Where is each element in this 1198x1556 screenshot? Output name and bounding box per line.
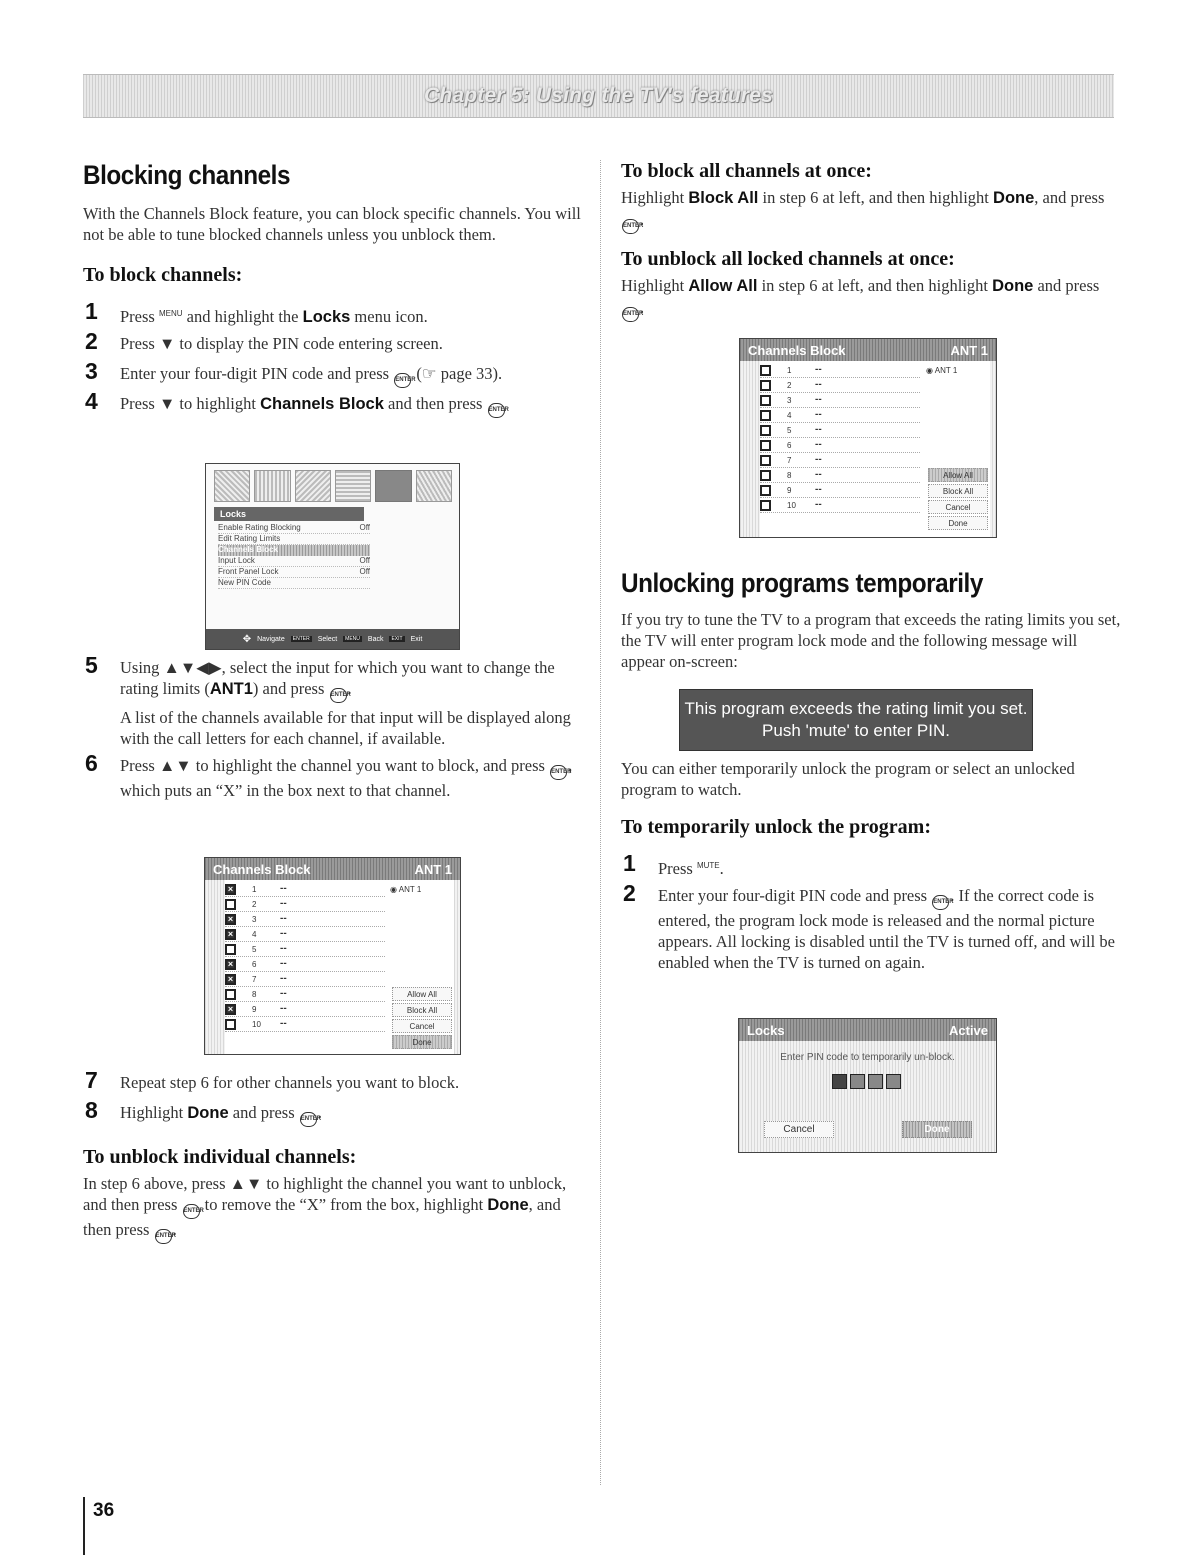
menu-item-value: Off [359,523,370,532]
enter-icon: ENTER [183,1204,200,1219]
call-letters: -- [815,379,822,390]
block-checkbox[interactable] [225,1019,236,1030]
channels-block-screen-1 [204,857,461,1055]
unblock-all-paragraph: Highlight Allow All in step 6 at left, and then highlight Done and press ENTER. [621,275,1121,322]
channels-block-screen-2 [739,338,997,538]
block-all-button[interactable]: Block All [928,484,988,498]
locks-menu-list [218,523,370,589]
step-text: . If the correct code is entered, the program lock mode is released and the normal picture appears. All locking is disabled until the TV is turned off, and will be enabled when the TV is turned on again. [658,886,1115,972]
channel-number: 2 [787,381,792,390]
nav-label: Select [317,635,338,643]
call-letters: -- [815,394,822,405]
step-3 [83,358,583,393]
chapter-title: Chapter 5: Using the TV's features [423,84,774,107]
call-letters: -- [280,1018,287,1029]
screen-title: Channels Block [213,861,311,877]
allow-all-button[interactable]: Allow All [928,468,988,482]
screen-title: Locks [747,1022,785,1038]
step-text: Using ▲▼◀▶, select the input for which you want to change the rating limits ( [120,658,555,698]
temp-unlock-section [621,758,1121,973]
channel-number: 10 [787,501,796,510]
steps-list-3 [83,1067,583,1244]
step-1 [83,298,583,333]
channel-row[interactable] [225,987,385,1002]
block-checkbox[interactable]: × [225,929,236,940]
message-line-1: This program exceeds the rating limit you set. [684,699,1028,718]
call-letters: -- [280,1003,287,1014]
call-letters: -- [280,988,287,999]
channel-row[interactable] [760,408,920,423]
channel-row[interactable] [225,912,385,927]
channel-number: 7 [252,975,257,984]
channel-row[interactable] [760,483,920,498]
channel-number: 5 [787,426,792,435]
block-checkbox[interactable] [760,380,771,391]
para-text: Highlight [621,276,689,295]
call-letters: -- [280,943,287,954]
block-checkbox[interactable] [760,425,771,436]
channel-row[interactable] [225,882,385,897]
call-letters: -- [815,409,822,420]
menu-item-new-pin[interactable] [218,578,370,589]
menu-item-label: Channels Block [218,545,279,554]
call-letters: -- [815,439,822,450]
channel-number: 8 [252,990,257,999]
enter-icon: ENTER [155,1229,172,1244]
step-text: ) and press [252,679,329,698]
ui-term: Done [187,1104,229,1122]
pin-entry-screen [738,1018,997,1153]
channel-row[interactable] [760,468,920,483]
right-column [621,160,1121,322]
enter-icon: ENTER [622,307,639,322]
ui-term: Done [992,277,1034,295]
step-4 [83,388,583,423]
heading-unblock-all: To unblock all locked channels at once: [621,248,955,270]
channel-number: 5 [252,945,257,954]
para-text: in step 6 at left, and then highlight [758,188,994,207]
channel-row[interactable] [760,423,920,438]
applications-menu-icon[interactable] [416,470,452,502]
para-text: , and press [1034,188,1105,207]
enter-icon: ENTER [622,219,639,234]
screen-title: Channels Block [748,342,846,358]
temp-steps [621,850,1121,973]
channel-number: 1 [787,366,792,375]
enter-icon: ENTER [394,373,411,388]
picture-menu-icon[interactable] [214,470,250,502]
intro-paragraph: With the Channels Block feature, you can block specific channels. You will not be able to tune blocked channels unless you unblock them. [83,204,581,244]
call-letters: -- [815,469,822,480]
step-2 [83,328,583,363]
exit-key-icon: EXIT [391,636,403,642]
enter-key-icon: ENTER [292,636,310,642]
steps-list-1 [83,298,583,423]
unlocking-intro: If you try to tune the TV to a program that exceeds the rating limits you set, the TV will enter program lock mode and the following message will appear on-screen: [621,610,1121,671]
block-checkbox[interactable] [760,440,771,451]
menu-key-icon: MENU [158,309,183,318]
input-label: ANT 1 [414,861,452,877]
block-checkbox[interactable] [760,455,771,466]
menu-item-label: Input Lock [218,556,255,565]
heading-block-channels: To block channels: [83,264,243,286]
channel-row[interactable] [225,927,385,942]
mute-key-icon: MUTE [696,861,720,870]
channel-row[interactable] [225,972,385,987]
menu-nav-bar [206,629,459,649]
step-number: 4 [85,388,98,414]
para-text: to remove the “X” from the box, highlight [200,1195,488,1214]
block-checkbox[interactable]: × [225,974,236,985]
done-button[interactable]: Done [902,1121,972,1138]
block-checkbox[interactable]: × [225,884,236,895]
block-checkbox[interactable] [225,944,236,955]
channel-number: 9 [252,1005,257,1014]
enter-icon: ENTER [300,1112,317,1127]
step-number: 1 [623,850,636,876]
message-line-2: Push 'mute' to enter PIN. [762,721,950,740]
channel-number: 2 [252,900,257,909]
menu-item-label: Enable Rating Blocking [218,523,301,532]
channel-row[interactable] [760,393,920,408]
locks-menu-title: Locks [214,507,364,521]
channel-row[interactable] [225,942,385,957]
channel-number: 4 [787,411,792,420]
para-text: in step 6 at left, and then highlight [757,276,993,295]
step-number: 2 [85,328,98,354]
cancel-button[interactable]: Cancel [764,1121,834,1138]
ui-term: Done [487,1196,529,1214]
preferences-menu-icon[interactable] [335,470,371,502]
step-number: 2 [623,880,636,906]
unlocking-section [621,568,1121,672]
channel-number: 4 [252,930,257,939]
program-lock-message [679,689,1033,751]
step-text: Press ▼ to display the PIN code entering screen. [120,334,443,353]
step-6 [83,750,583,801]
input-label: ANT 1 [950,342,988,358]
channel-number: 8 [787,471,792,480]
done-button[interactable]: Done [392,1035,452,1049]
block-checkbox[interactable]: × [225,914,236,925]
block-all-button[interactable]: Block All [392,1003,452,1017]
channel-row[interactable] [760,453,920,468]
locks-menu-screen [205,463,460,650]
block-checkbox[interactable] [760,410,771,421]
block-checkbox[interactable] [760,365,771,376]
enter-icon: ENTER [488,403,505,418]
menu-item-value: Off [359,556,370,565]
channel-row[interactable] [225,1017,385,1032]
nav-label: Navigate [257,635,285,643]
block-checkbox[interactable] [760,500,771,511]
step-text: Press ▼ to highlight [120,394,261,413]
section-title-unlocking: Unlocking programs temporarily [621,568,983,598]
footer-rule [83,1497,85,1555]
cancel-button[interactable]: Cancel [928,500,988,514]
channel-number: 3 [252,915,257,924]
channel-number: 9 [787,486,792,495]
step-number: 3 [85,358,98,384]
heading-block-all: To block all channels at once: [621,160,872,182]
channel-row[interactable] [760,438,920,453]
block-checkbox[interactable] [760,485,771,496]
menu-item-label: New PIN Code [218,578,271,587]
block-checkbox[interactable] [225,989,236,1000]
block-checkbox[interactable]: × [225,1004,236,1015]
nav-label: Exit [410,635,423,643]
menu-item-channels-block[interactable] [218,545,370,556]
enter-icon: ENTER [550,765,567,780]
step-number: 8 [85,1097,98,1123]
chapter-banner [83,74,1114,118]
step-text: Enter your four-digit PIN code and press [658,886,932,905]
step-text: and highlight the [182,307,303,326]
para-text: In step 6 above, press ▲▼ to highlight the channel you want to unblock, and then press [83,1174,567,1214]
channel-number: 7 [787,456,792,465]
channel-number: 6 [787,441,792,450]
steps-list-2 [83,652,583,801]
step-7 [83,1067,583,1102]
step-text: Enter your four-digit PIN code and press [120,364,394,383]
pin-digit-field[interactable] [832,1074,847,1089]
menu-item-input-lock[interactable] [218,556,370,567]
temp-step-1: 1 Press $^{MUTE}$. [623,850,724,878]
block-checkbox[interactable] [225,899,236,910]
ui-term: Allow All [688,277,758,295]
pin-digit-field[interactable] [886,1074,901,1089]
step-8: 8 Highlight Done and press ENTER. [83,1102,583,1132]
pin-digit-field[interactable] [850,1074,865,1089]
menu-item-enable-rating[interactable] [218,523,370,534]
left-column [83,160,583,423]
menu-key-icon: MENU [345,636,360,642]
pin-digit-fields [832,1074,901,1089]
column-divider [600,160,601,1485]
channel-row[interactable] [225,957,385,972]
audio-menu-icon[interactable] [254,470,290,502]
heading-temp-unlock: To temporarily unlock the program: [621,816,931,838]
menu-item-value: Off [359,567,370,576]
step-text: Press [658,859,697,878]
ant1-radio[interactable]: ◉ ANT 1 [390,885,422,894]
setup-menu-icon[interactable] [295,470,331,502]
channel-number: 10 [252,1020,261,1029]
pin-digit-field[interactable] [868,1074,883,1089]
step-subtext: A list of the channels available for that input will be displayed along with the call letters for each channel, if available. [120,708,571,748]
para-text: , and then press [83,1195,561,1239]
channels-block-titlebar [740,339,996,361]
block-checkbox[interactable]: × [225,959,236,970]
channel-number: 1 [252,885,257,894]
enter-icon: ENTER [932,895,949,910]
call-letters: -- [815,499,822,510]
channel-row[interactable] [760,498,920,513]
step-number: 7 [85,1067,98,1093]
pin-prompt: Enter PIN code to temporarily un-block. [780,1052,955,1063]
step-text: Press ▲▼ to highlight the channel you want to block, and press [120,756,550,775]
call-letters: -- [815,424,822,435]
step-number: 6 [85,750,98,776]
channel-number: 6 [252,960,257,969]
channel-row[interactable] [760,378,920,393]
nav-label: Back [367,635,384,643]
ui-term: Done [993,189,1035,207]
allow-all-button[interactable]: Allow All [392,987,452,1001]
menu-item-front-panel-lock[interactable] [218,567,370,578]
call-letters: -- [280,958,287,969]
block-all-paragraph: Highlight Block All in step 6 at left, and then highlight Done, and press ENTER. [621,187,1121,234]
ant1-radio[interactable]: ◉ ANT 1 [926,366,958,375]
channel-row[interactable] [225,1002,385,1017]
block-checkbox[interactable] [760,470,771,481]
locks-menu-icon[interactable] [375,470,411,502]
call-letters: -- [280,928,287,939]
para-text: and press [1033,276,1100,295]
menu-item-label: Front Panel Lock [218,567,279,576]
step-5: 5 Using ▲▼◀▶, select the input for which you want to change the rating limits (ANT1) and press ENTER. A list of the channels available for that input will be displayed along with the call letters for each channel, if available. [83,657,583,749]
step-text: , which puts an “X” in the box next to that channel. [120,756,573,800]
step-text: Repeat step 6 for other channels you want to block. [120,1073,460,1092]
ui-term: Channels Block [260,395,384,413]
step-text: and then press [383,394,487,413]
para-text: Highlight [621,188,689,207]
channels-block-titlebar [205,858,460,880]
call-letters: -- [815,484,822,495]
step-text: menu icon. [350,307,428,326]
call-letters: -- [815,454,822,465]
call-letters: -- [280,973,287,984]
temp-step-2 [621,880,1121,973]
call-letters: -- [280,883,287,894]
channel-number: 3 [787,396,792,405]
step-text: Press [120,307,159,326]
call-letters: -- [280,898,287,909]
heading-unblock-individual: To unblock individual channels: [83,1146,357,1168]
step-text: (☞ page 33). [412,364,503,383]
navigate-icon: ✥ [242,633,252,645]
page-number: 36 [93,1500,115,1521]
ui-term: Block All [688,189,759,207]
enter-icon: ENTER [330,688,347,703]
after-message-paragraph: You can either temporarily unlock the program or select an unlocked program to watch. [621,759,1075,799]
step-number: 1 [85,298,98,324]
pin-titlebar [739,1019,996,1041]
unblock-paragraph: In step 6 above, press ▲▼ to highlight the channel you want to unblock, and then press ENTER to remove the “X” from the box, highlight Done, and then press ENTER. [83,1173,583,1244]
cancel-button[interactable]: Cancel [392,1019,452,1033]
step-text: and press [228,1103,299,1122]
ui-term: Locks [302,308,351,326]
done-button[interactable]: Done [928,516,988,530]
block-checkbox[interactable] [760,395,771,406]
ui-term: ANT1 [209,680,253,698]
step-text: Highlight [120,1103,188,1122]
channel-row[interactable] [225,897,385,912]
step-number: 5 [85,652,98,678]
channel-row[interactable] [760,363,920,378]
menu-item-edit-rating[interactable] [218,534,370,545]
call-letters: -- [280,913,287,924]
menu-icon-bar [214,470,452,502]
menu-item-label: Edit Rating Limits [218,534,281,543]
section-title-blocking: Blocking channels [83,160,291,190]
status-label: Active [948,1022,988,1038]
call-letters: -- [815,364,822,375]
